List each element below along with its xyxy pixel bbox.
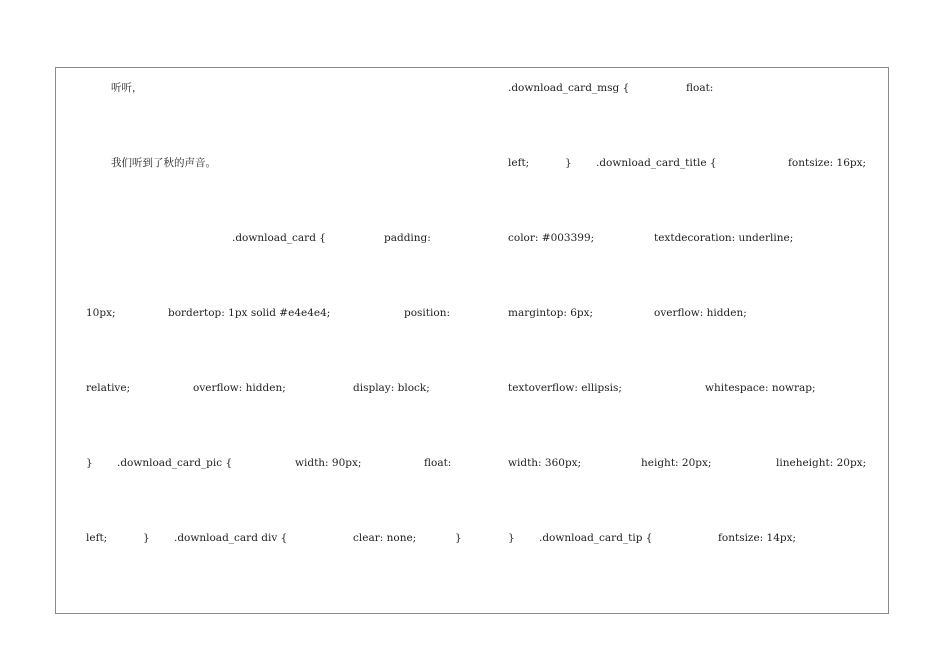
text-segment: float: bbox=[424, 457, 452, 469]
text-line bbox=[86, 530, 466, 546]
text-segment: overflow: hidden; bbox=[193, 382, 286, 394]
text-segment: float: bbox=[686, 82, 714, 94]
text-line bbox=[508, 155, 886, 171]
text-line bbox=[86, 155, 466, 171]
text-segment: } bbox=[508, 532, 515, 544]
text-segment: textoverflow: ellipsis; bbox=[508, 382, 622, 394]
text-segment: position: bbox=[404, 307, 450, 319]
text-segment: display: block; bbox=[353, 382, 430, 394]
text-segment: .download_card_tip { bbox=[539, 532, 653, 544]
text-segment: lineheight: 20px; bbox=[776, 457, 867, 469]
text-segment: width: 90px; bbox=[295, 457, 362, 469]
text-segment: relative; bbox=[86, 382, 131, 394]
text-line bbox=[86, 305, 466, 321]
text-segment: } bbox=[143, 532, 150, 544]
text-segment: .download_card_msg { bbox=[508, 82, 630, 94]
text-line bbox=[508, 455, 886, 471]
text-segment: } bbox=[455, 532, 462, 544]
text-line bbox=[86, 455, 466, 471]
text-segment: clear: none; bbox=[353, 532, 417, 544]
text-segment: left; bbox=[508, 157, 530, 169]
text-segment: .download_card { bbox=[232, 232, 326, 244]
text-segment: .download_card_pic { bbox=[117, 457, 233, 469]
text-segment: padding: bbox=[384, 232, 431, 244]
text-line bbox=[86, 380, 466, 396]
text-segment: textdecoration: underline; bbox=[654, 232, 794, 244]
text-line bbox=[86, 230, 466, 246]
text-segment: height: 20px; bbox=[641, 457, 712, 469]
text-segment: 我们听到了秋的声音。 bbox=[111, 157, 216, 169]
text-segment: fontsize: 14px; bbox=[718, 532, 797, 544]
text-segment: bordertop: 1px solid #e4e4e4; bbox=[168, 307, 331, 319]
text-segment: .download_card_title { bbox=[596, 157, 717, 169]
text-segment: 10px; bbox=[86, 307, 116, 319]
text-segment: whitespace: nowrap; bbox=[705, 382, 816, 394]
text-segment: width: 360px; bbox=[508, 457, 582, 469]
text-line bbox=[508, 380, 886, 396]
text-segment: 听听， bbox=[111, 82, 143, 94]
text-segment: left; bbox=[86, 532, 108, 544]
text-segment: margintop: 6px; bbox=[508, 307, 594, 319]
text-segment: } bbox=[565, 157, 572, 169]
text-line bbox=[508, 230, 886, 246]
text-segment: } bbox=[86, 457, 93, 469]
document-frame bbox=[55, 67, 889, 614]
text-line bbox=[508, 80, 886, 96]
text-segment: color: #003399; bbox=[508, 232, 595, 244]
text-line bbox=[508, 530, 886, 546]
text-segment: overflow: hidden; bbox=[654, 307, 747, 319]
text-segment: fontsize: 16px; bbox=[788, 157, 867, 169]
text-line bbox=[86, 80, 466, 96]
text-line bbox=[508, 305, 886, 321]
text-segment: .download_card div { bbox=[174, 532, 288, 544]
